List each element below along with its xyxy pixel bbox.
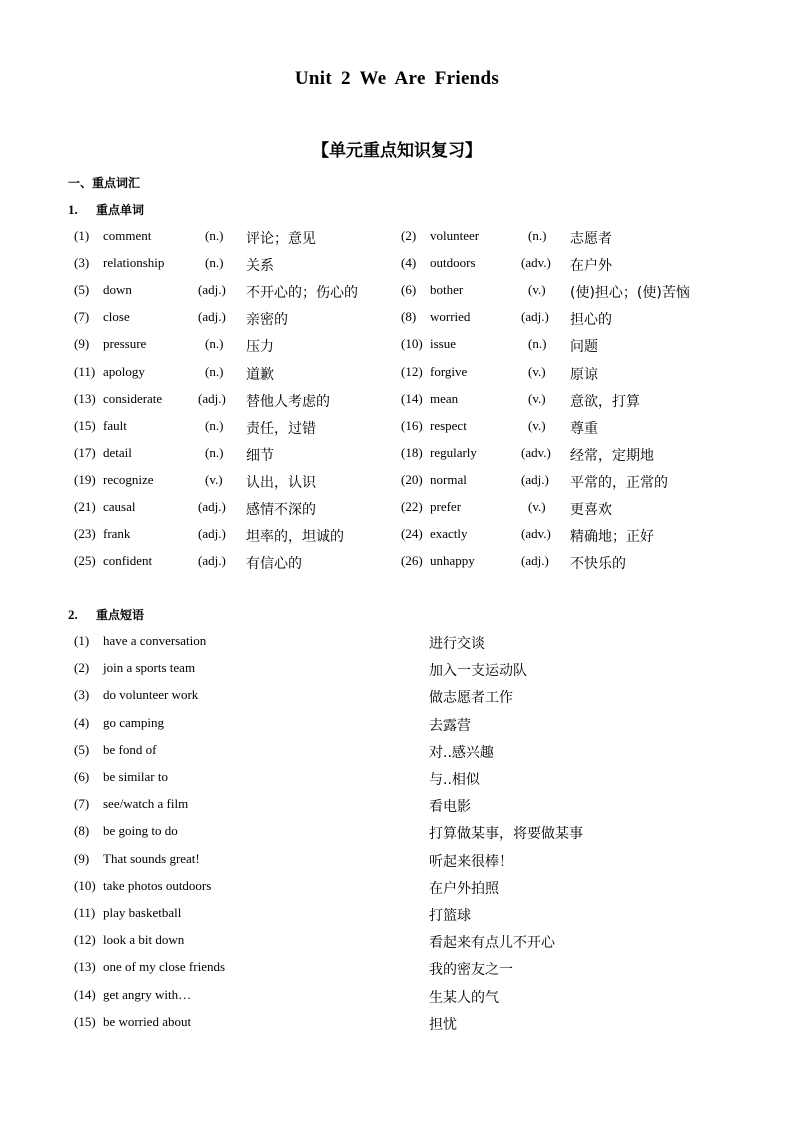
vocab-word: comment bbox=[103, 228, 152, 243]
vocab-row bbox=[0, 309, 794, 329]
vocab-part-of-speech: (adj.) bbox=[198, 553, 226, 569]
phrase-english: see/watch a film bbox=[103, 796, 189, 812]
phrase-english: do volunteer work bbox=[103, 687, 199, 703]
subsection-label: 重点短语 bbox=[96, 608, 145, 622]
vocab-meaning: 认出，认识 bbox=[246, 474, 316, 491]
vocab-meaning: 感情不深的 bbox=[246, 502, 316, 518]
vocab-meaning: 问题 bbox=[570, 339, 598, 356]
vocab-number: (3) bbox=[74, 255, 90, 271]
vocab-number: (2) bbox=[401, 228, 417, 243]
vocab-part-of-speech: (n.) bbox=[205, 417, 224, 433]
vocab-meaning: 在户外 bbox=[570, 258, 612, 275]
vocab-part-of-speech: (adj.) bbox=[198, 390, 226, 406]
vocab-meaning: 责任，过错 bbox=[246, 420, 316, 437]
phrase-chinese: 做志愿者工作 bbox=[429, 690, 513, 707]
phrase-row bbox=[0, 932, 794, 952]
vocab-number: (16) bbox=[401, 417, 423, 433]
vocab-meaning: 平常的，正常的 bbox=[570, 474, 668, 491]
phrase-chinese: 与..相似 bbox=[429, 772, 480, 788]
phrase-row bbox=[0, 769, 794, 789]
vocab-number: (10) bbox=[401, 336, 423, 352]
phrase-chinese: 看电影 bbox=[429, 799, 471, 816]
vocab-number: (9) bbox=[74, 336, 90, 352]
vocab-meaning: 意欲，打算 bbox=[570, 393, 640, 410]
vocab-meaning: (使)担心；(使)苦恼 bbox=[570, 285, 690, 302]
vocab-word: unhappy bbox=[430, 553, 475, 569]
phrase-chinese: 我的密友之一 bbox=[429, 962, 513, 979]
phrase-english: be going to do bbox=[103, 823, 178, 839]
vocab-word: worried bbox=[430, 309, 471, 325]
phrase-number: (5) bbox=[74, 741, 90, 757]
vocab-number: (19) bbox=[74, 471, 96, 487]
vocab-word: fault bbox=[103, 417, 127, 433]
vocab-meaning: 压力 bbox=[246, 339, 274, 356]
subsection-label: 重点单词 bbox=[96, 203, 145, 217]
phrase-chinese: 打算做某事，将要做某事 bbox=[429, 826, 583, 843]
phrase-chinese: 看起来有点儿不开心 bbox=[429, 935, 555, 952]
section-banner: 【单元重点知识复习】 bbox=[312, 141, 482, 161]
vocab-meaning: 不快乐的 bbox=[570, 556, 626, 573]
vocab-number: (1) bbox=[74, 228, 90, 243]
vocab-part-of-speech: (adj.) bbox=[198, 309, 226, 325]
vocab-part-of-speech: (n.) bbox=[205, 444, 224, 460]
vocab-part-of-speech: (v.) bbox=[528, 499, 546, 514]
vocab-number: (21) bbox=[74, 499, 96, 514]
phrase-number: (1) bbox=[74, 633, 90, 648]
phrase-english: be worried about bbox=[103, 1013, 192, 1029]
vocab-number: (15) bbox=[74, 417, 96, 433]
vocab-row bbox=[0, 391, 794, 411]
vocab-meaning: 尊重 bbox=[570, 420, 598, 437]
vocab-word: relationship bbox=[103, 255, 165, 271]
vocab-part-of-speech: (adv.) bbox=[521, 255, 551, 271]
vocab-word: regularly bbox=[430, 444, 477, 460]
phrase-row bbox=[0, 823, 794, 843]
vocab-part-of-speech: (adj.) bbox=[521, 471, 549, 487]
vocab-word: issue bbox=[430, 336, 456, 352]
vocab-number: (20) bbox=[401, 471, 423, 487]
vocab-part-of-speech: (v.) bbox=[528, 417, 546, 433]
vocab-part-of-speech: (n.) bbox=[528, 228, 547, 243]
phrase-chinese: 担忧 bbox=[429, 1016, 457, 1033]
vocab-number: (18) bbox=[401, 444, 423, 460]
subsection-number: 1. bbox=[68, 202, 78, 217]
vocab-word: volunteer bbox=[430, 228, 480, 243]
phrase-chinese: 对..感兴趣 bbox=[429, 744, 494, 761]
vocab-meaning: 不开心的；伤心的 bbox=[246, 285, 358, 302]
vocab-part-of-speech: (v.) bbox=[528, 390, 546, 406]
vocab-word: confident bbox=[103, 553, 153, 569]
phrase-row bbox=[0, 1014, 794, 1034]
vocab-part-of-speech: (adj.) bbox=[521, 553, 549, 569]
phrase-english: play basketball bbox=[103, 905, 182, 920]
vocab-row bbox=[0, 364, 794, 384]
phrase-row bbox=[0, 687, 794, 707]
vocab-number: (8) bbox=[401, 309, 417, 325]
phrase-row bbox=[0, 959, 794, 979]
vocab-part-of-speech: (n.) bbox=[205, 336, 224, 352]
phrase-chinese: 加入一支运动队 bbox=[429, 663, 527, 680]
vocab-row bbox=[0, 418, 794, 438]
vocab-meaning: 关系 bbox=[246, 258, 274, 275]
vocab-word: down bbox=[103, 282, 132, 298]
vocab-meaning: 经常，定期地 bbox=[570, 447, 654, 464]
phrase-row bbox=[0, 987, 794, 1007]
vocab-part-of-speech: (adj.) bbox=[521, 309, 549, 325]
phrase-row bbox=[0, 905, 794, 925]
vocab-meaning: 道歉 bbox=[246, 366, 274, 383]
vocab-part-of-speech: (v.) bbox=[205, 471, 223, 487]
phrase-number: (3) bbox=[74, 687, 90, 703]
subsection-phrases-heading bbox=[68, 606, 144, 623]
phrase-number: (15) bbox=[74, 1013, 96, 1029]
phrase-number: (9) bbox=[74, 850, 90, 866]
vocab-meaning: 更喜欢 bbox=[570, 502, 612, 518]
vocab-word: respect bbox=[430, 417, 467, 433]
phrase-number: (8) bbox=[74, 823, 90, 839]
vocab-word: bother bbox=[430, 282, 464, 298]
phrase-number: (11) bbox=[74, 905, 96, 920]
phrase-row bbox=[0, 715, 794, 735]
phrase-english: join a sports team bbox=[103, 660, 196, 676]
phrase-row bbox=[0, 742, 794, 762]
vocab-word: prefer bbox=[430, 499, 462, 514]
phrase-english: take photos outdoors bbox=[103, 877, 212, 893]
vocab-number: (5) bbox=[74, 282, 90, 298]
vocab-row bbox=[0, 445, 794, 465]
vocab-word: considerate bbox=[103, 390, 163, 406]
vocab-number: (25) bbox=[74, 553, 96, 569]
vocab-part-of-speech: (v.) bbox=[528, 282, 546, 298]
vocab-part-of-speech: (adv.) bbox=[521, 526, 551, 542]
phrase-number: (14) bbox=[74, 986, 96, 1002]
vocab-part-of-speech: (n.) bbox=[205, 363, 224, 379]
phrase-chinese: 生某人的气 bbox=[429, 989, 499, 1006]
vocab-meaning: 替他人考虑的 bbox=[246, 393, 330, 410]
vocab-number: (22) bbox=[401, 499, 423, 514]
vocab-row bbox=[0, 282, 794, 302]
phrase-english: look a bit down bbox=[103, 932, 185, 948]
vocab-meaning: 细节 bbox=[246, 447, 274, 464]
subsection-number: 2. bbox=[68, 607, 78, 622]
vocab-word: exactly bbox=[430, 526, 468, 542]
phrase-number: (4) bbox=[74, 714, 90, 730]
phrase-chinese: 在户外拍照 bbox=[429, 880, 499, 897]
phrase-number: (7) bbox=[74, 796, 90, 812]
vocab-word: detail bbox=[103, 444, 132, 460]
phrase-row bbox=[0, 878, 794, 898]
phrase-chinese: 进行交谈 bbox=[429, 636, 485, 652]
phrase-english: one of my close friends bbox=[103, 959, 226, 975]
vocab-number: (26) bbox=[401, 553, 423, 569]
phrase-number: (12) bbox=[74, 932, 96, 948]
phrase-chinese: 听起来很棒！ bbox=[429, 853, 513, 870]
vocab-word: frank bbox=[103, 526, 131, 542]
phrase-row bbox=[0, 660, 794, 680]
phrase-row bbox=[0, 851, 794, 871]
vocab-meaning: 坦率的，坦诚的 bbox=[246, 529, 344, 546]
vocab-row bbox=[0, 499, 794, 519]
vocab-word: close bbox=[103, 309, 130, 325]
phrase-chinese: 去露营 bbox=[429, 717, 471, 734]
phrase-english: be similar to bbox=[103, 769, 168, 784]
phrase-english: be fond of bbox=[103, 741, 157, 757]
phrase-english: That sounds great! bbox=[103, 850, 200, 866]
section-heading: 一、重点词汇 bbox=[68, 176, 141, 190]
vocab-part-of-speech: (adj.) bbox=[198, 526, 226, 542]
vocab-number: (23) bbox=[74, 526, 96, 542]
vocab-meaning: 原谅 bbox=[570, 366, 598, 383]
phrase-english: get angry with… bbox=[103, 986, 192, 1002]
vocab-word: recognize bbox=[103, 471, 154, 487]
vocab-word: causal bbox=[103, 499, 136, 514]
vocab-word: mean bbox=[430, 390, 459, 406]
vocab-number: (4) bbox=[401, 255, 417, 271]
vocab-part-of-speech: (v.) bbox=[528, 363, 546, 379]
vocab-word: outdoors bbox=[430, 255, 476, 271]
vocab-row bbox=[0, 526, 794, 546]
vocab-row bbox=[0, 472, 794, 492]
phrase-row bbox=[0, 633, 794, 653]
vocab-number: (17) bbox=[74, 444, 96, 460]
vocab-part-of-speech: (n.) bbox=[528, 336, 547, 352]
vocab-row bbox=[0, 336, 794, 356]
vocab-part-of-speech: (n.) bbox=[205, 255, 224, 271]
page-title: Unit 2 We Are Friends bbox=[294, 68, 500, 89]
vocab-word: forgive bbox=[430, 363, 468, 379]
vocab-number: (12) bbox=[401, 363, 423, 379]
vocab-number: (7) bbox=[74, 309, 90, 325]
vocab-part-of-speech: (adj.) bbox=[198, 282, 226, 298]
vocab-meaning: 志愿者 bbox=[570, 231, 612, 247]
vocab-meaning: 亲密的 bbox=[246, 312, 288, 329]
vocab-part-of-speech: (n.) bbox=[205, 228, 224, 243]
vocab-word: apology bbox=[103, 363, 145, 379]
vocab-number: (11) bbox=[74, 363, 96, 379]
vocab-part-of-speech: (adj.) bbox=[198, 499, 226, 514]
phrase-number: (10) bbox=[74, 877, 96, 893]
vocab-row bbox=[0, 553, 794, 573]
phrase-number: (2) bbox=[74, 660, 90, 676]
vocab-meaning: 有信心的 bbox=[246, 556, 302, 573]
phrase-english: go camping bbox=[103, 714, 165, 730]
vocab-number: (6) bbox=[401, 282, 417, 298]
phrase-row bbox=[0, 796, 794, 816]
vocab-row bbox=[0, 255, 794, 275]
vocab-word: normal bbox=[430, 471, 467, 487]
vocab-number: (14) bbox=[401, 390, 423, 406]
phrase-number: (6) bbox=[74, 769, 90, 784]
subsection-words-heading bbox=[68, 201, 144, 218]
phrase-english: have a conversation bbox=[103, 633, 207, 648]
phrase-chinese: 打篮球 bbox=[429, 908, 471, 924]
vocab-meaning: 担心的 bbox=[570, 312, 612, 329]
vocab-meaning: 评论；意见 bbox=[246, 231, 316, 247]
vocab-meaning: 精确地；正好 bbox=[570, 529, 654, 546]
vocab-word: pressure bbox=[103, 336, 147, 352]
vocab-row bbox=[0, 228, 794, 248]
vocab-number: (13) bbox=[74, 390, 96, 406]
vocab-part-of-speech: (adv.) bbox=[521, 444, 551, 460]
vocab-number: (24) bbox=[401, 526, 423, 542]
phrase-number: (13) bbox=[74, 959, 96, 975]
